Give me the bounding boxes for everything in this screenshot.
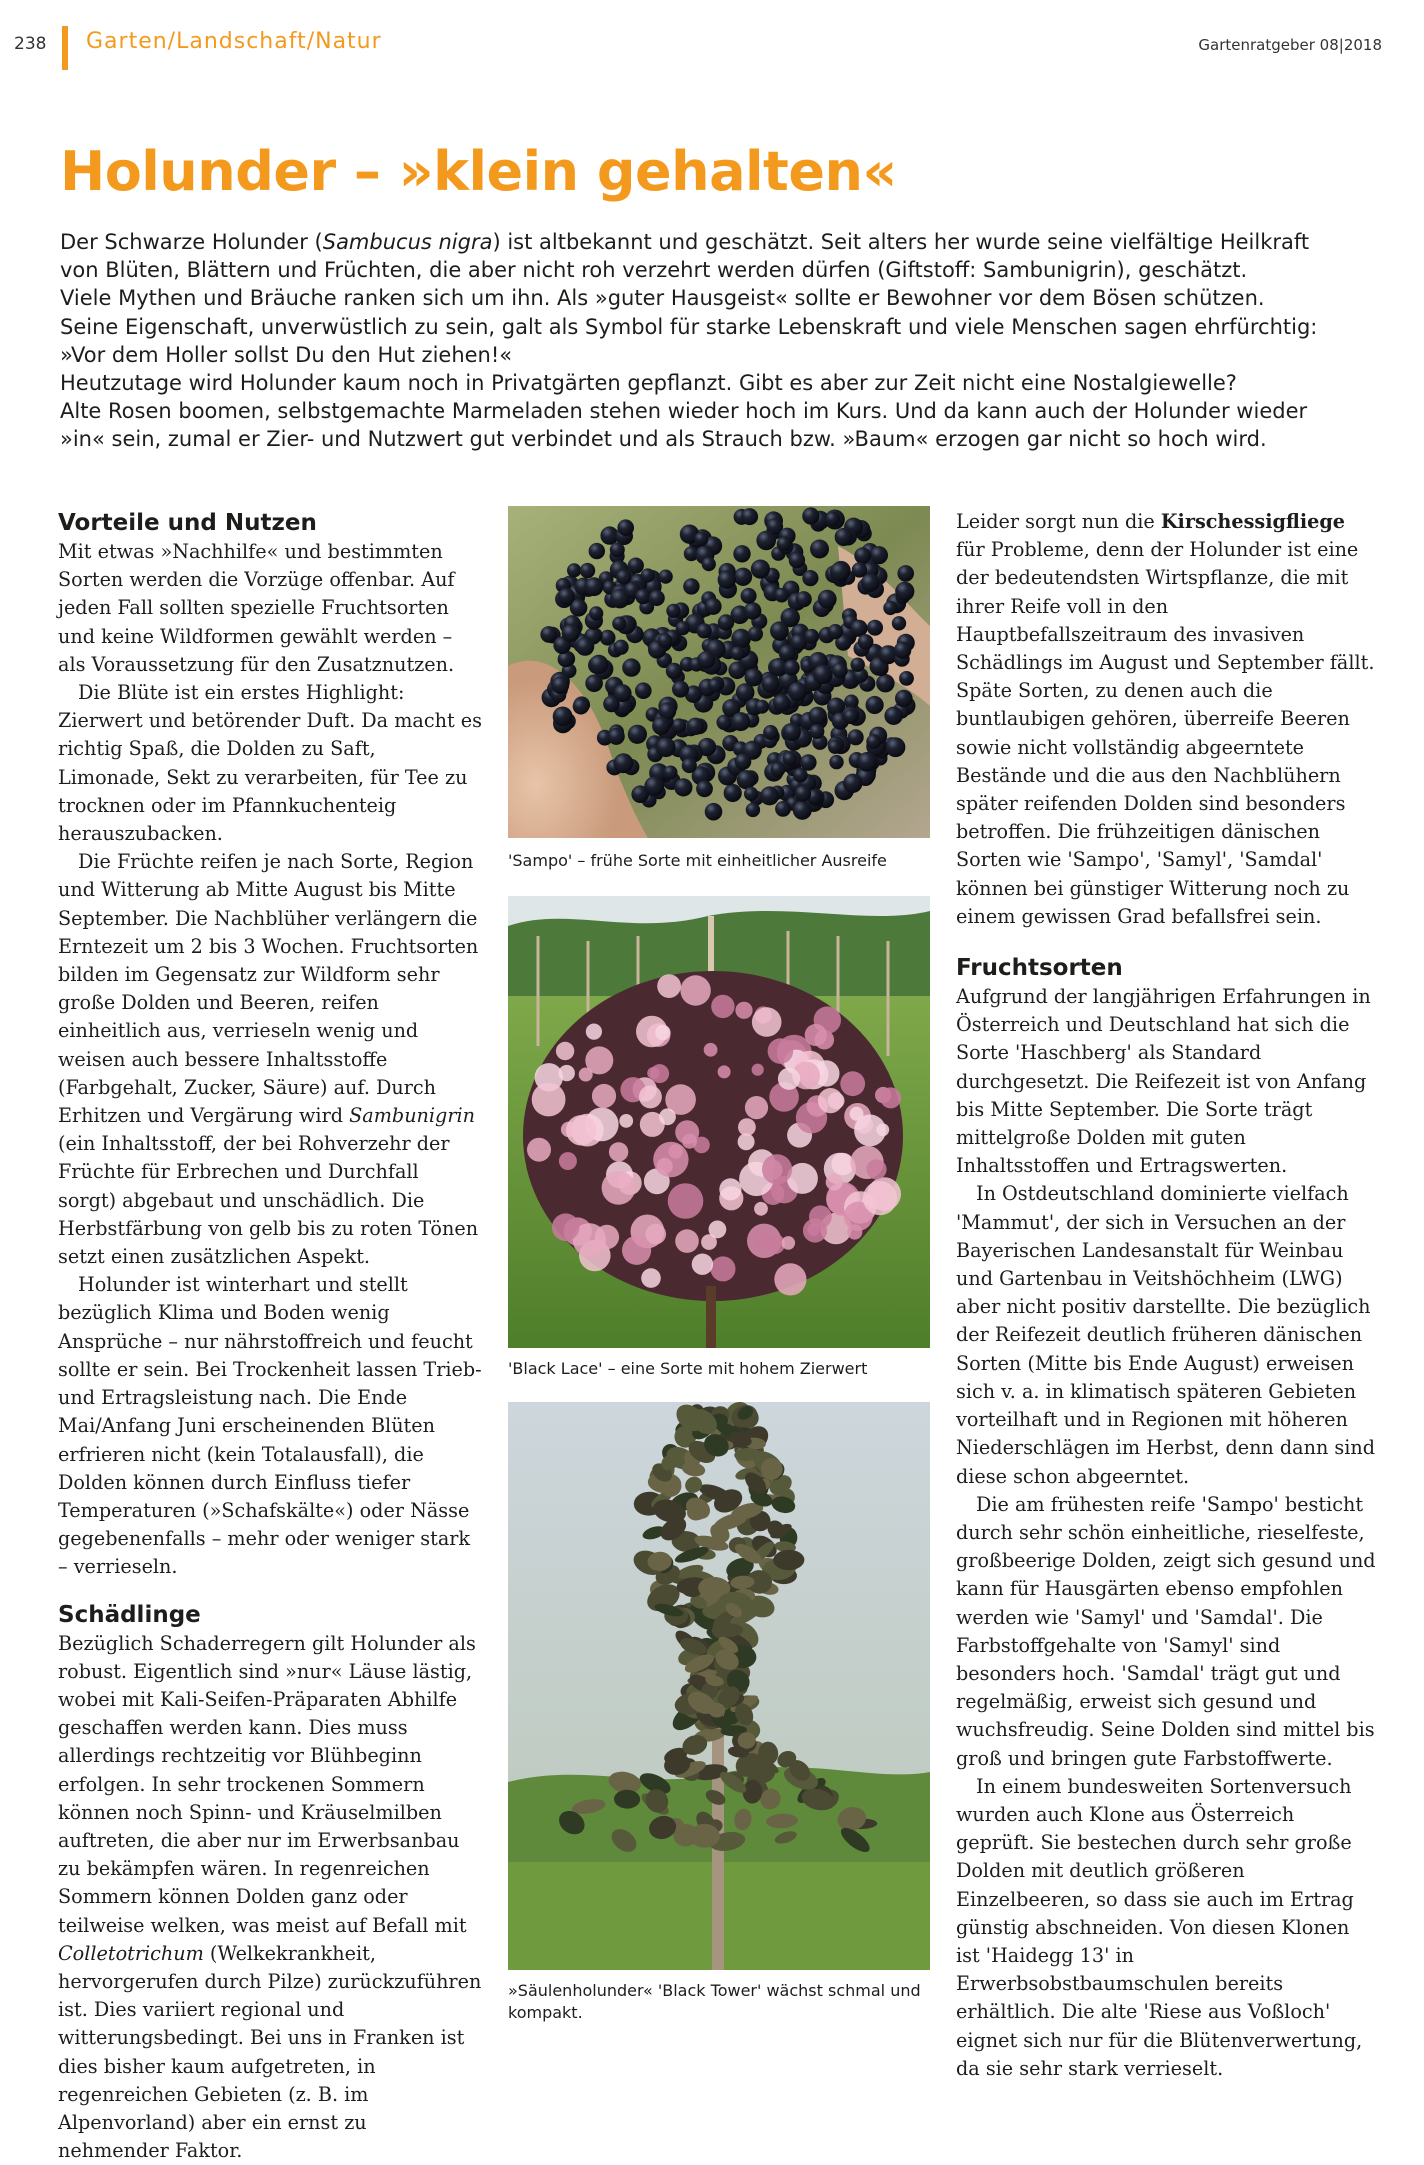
paragraph: In einem bundesweiten Sortenversuch wurden auch Klone aus Österreich geprüft. Sie bestechen durch sehr große Dolden mit deutlich größeren Einzelbeeren, so dass sie auch im Ertrag günstig abschneiden. Von diesen Klonen ist 'Haidegg 13' in Erwerbsobstbaumschulen bereits erhältlich. Die alte 'Riese aus Voßloch' eignet sich nur für die Blütenverwertung, da sie sehr stark verrieselt. [956,1774,1363,2080]
paragraph: Bezüglich Schaderregern gilt Holunder als robust. Eigentlich sind »nur« Läuse lästig, wobei mit Kali-Seifen-Präparaten Abhilfe geschaffen werden kann. Dies muss allerdings rechtzeitig vor Blühbeginn erfolgen. In sehr trockenen Sommern können noch Spinn- und Kräuselmilben auftreten, die aber nur im Erwerbsanbau zu bekämpfen wären. In regenreichen Sommern können Dolden ganz oder teilweise welken, was meist auf Befall mit Colletotrichum (Welkekrankheit, hervorgerufen durch Pilze) zurückzuführen ist. Dies variiert regional und witterungsbedingt. Bei uns in Franken ist dies bisher kaum aufgetreten, in regenreichen Gebieten (z. B. im Alpenvorland) aber ein ernst zu nehmender Faktor. [58,1631,482,2163]
paragraph: Die Früchte reifen je nach Sorte, Region und Witterung ab Mitte August bis Mitte September. Die Nachblüher verlängern die Erntezeit um 2 bis 3 Wochen. Fruchtsorten bilden im Gegensatz zur Wildform sehr große Dolden und Beeren, reifen einheitlich aus, verrieseln wenig und weisen auch bessere Inhaltsstoffe (Farbgehalt, Zucker, Säure) auf. Durch Erhitzen und Vergärung wird Sambunigrin (ein Inhaltsstoff, der bei Rohverzehr der Früchte für Erbrechen und Durchfall sorgt) abgebaut und unschädlich. Die Herbstfärbung von gelb bis zu roten Tönen setzt einen zusätzlichen Aspekt. [58,850,479,1269]
lead-line-5: »Vor dem Holler sollst Du den Hut ziehen!« [60,342,513,367]
latin-name: Sambucus nigra [322,230,493,254]
photo-elderberries [508,506,930,838]
lead-line-7: Alte Rosen boomen, selbstgemachte Marmeladen stehen wieder hoch im Kurs. Und da kann auch der Holunder wieder [60,399,1308,424]
paragraph: In Ostdeutschland dominierte vielfach 'Mammut', der sich in Versuchen an der Bayerischen Landesanstalt für Weinbau und Gartenbau in Veitshöchheim (LWG) aber nicht positiv darstellte. Die bezüglich der Reifezeit deutlich früheren dänischen Sorten (Mitte bis Ende August) erweisen sich v. a. in klimatisch späteren Gebieten vorteilhaft und in Regionen mit höheren Niederschlägen im Herbst, denn dann sind diese schon abgeerntet. [956,1182,1376,1488]
photo-black-tower [508,1402,930,1970]
latin-term: Colletotrichum [58,1941,204,1965]
paragraph: Die am frühesten reife 'Sampo' besticht durch sehr schön einheitliche, rieselfeste, großbeerige Dolden, zeigt sich gesund und kann für Hausgärten ebenso empfohlen werden wie 'Samyl' und 'Samdal'. Die Farbstoffgehalte von 'Samyl' sind besonders hoch. 'Samdal' trägt gut und regelmäßig, erweist sich gesund und wuchsfreudig. Seine Dolden sind mittel bis groß und bringen gute Farbstoffwerte. [956,1492,1376,1770]
article-title: Holunder – »klein gehalten« [60,140,897,203]
paragraph: Die Blüte ist ein erstes Highlight: Zierwert und betörender Duft. Da macht es richtig Spaß, die Dolden zu Saft, Limonade, Sekt zu verarbeiten, für Tee zu trocknen oder im Pfannkuchenteig herauszubacken. [58,681,482,846]
paragraph: Leider sorgt nun die Kirschessigfliege für Probleme, denn der Holunder ist eine der bedeutendsten Wirtspflanze, die mit ihrer Reife voll in den Hauptbefallszeitraum des invasiven Schädlings im August und September fällt. Späte Sorten, zu denen auch die buntlaubigen gehören, überreife Beeren sowie nicht vollständig abgeerntete Bestände und die aus den Nachblühern später reifenden Dolden sind besonders betroffen. Die frühzeitigen dänischen Sorten wie 'Sampo', 'Samyl', 'Samdal' können bei günstiger Witterung noch zu einem gewissen Grad befallsfrei sein. [956,510,1375,928]
caption-black-lace: 'Black Lace' – eine Sorte mit hohem Zierwert [508,1359,868,1378]
photo-black-lace [508,896,930,1348]
lead-line-3: Viele Mythen und Bräuche ranken sich um ihn. Als »guter Hausgeist« sollte er Bewohner vor dem Bösen schützen. [60,286,1265,311]
issue-label: Gartenratgeber 08|2018 [1198,36,1382,54]
heading-schaedlinge: Schädlinge [58,1601,201,1628]
heading-fruchtsorten: Fruchtsorten [956,955,1123,982]
section-title: Garten/Landschaft/Natur [86,29,382,54]
lead-line-6: Heutzutage wird Holunder kaum noch in Privatgärten gepflanzt. Gibt es aber zur Zeit nicht eine Nostalgiewelle? [60,371,1237,396]
lead-paragraph [60,228,1370,454]
latin-term: Sambunigrin [349,1104,476,1128]
lead-line-8: »in« sein, zumal er Zier- und Nutzwert gut verbindet und als Strauch bzw. »Baum« erzogen gar nicht so hoch wird. [60,427,1267,452]
lead-line-1: Der Schwarze Holunder (Sambucus nigra) ist altbekannt und geschätzt. Seit alters her wurde seine vielfältige Heilkraft [60,230,1310,254]
highlight-term: Kirschessigfliege [1160,510,1345,533]
page-header [0,26,1424,70]
lead-line-4: Seine Eigenschaft, unverwüstlich zu sein, galt als Symbol für starke Lebenskraft und viele Menschen sagen ehrfürchtig: [60,314,1318,339]
column-left [58,508,482,2165]
paragraph: Holunder ist winterhart und stellt bezüglich Klima und Boden wenig Ansprüche – nur nährstoffreich und feucht sollte er sein. Bei Trockenheit lassen Trieb- und Ertragsleistung nach. Die Ende Mai/Anfang Juni erscheinenden Blüten erfrieren nicht (kein Totalausfall), die Dolden können durch Einfluss tiefer Temperaturen (»Schafskälte«) oder Nässe gegebenenfalls – mehr oder weniger stark – verrieseln. [58,1273,482,1579]
column-right [956,508,1376,2083]
paragraph: Aufgrund der langjährigen Erfahrungen in Österreich und Deutschland hat sich die Sorte 'Haschberg' als Standard durchgesetzt. Die Reifezeit ist von Anfang bis Mitte September. Die Sorte trägt mittelgroße Dolden mit guten Inhaltsstoffen und Ertragswerten. [956,985,1371,1178]
header-accent-bar [62,26,68,70]
page-number: 238 [14,34,47,54]
paragraph: Mit etwas »Nachhilfe« und bestimmten Sorten werden die Vorzüge offenbar. Auf jeden Fall sollten spezielle Fruchtsorten und keine Wildformen gewählt werden – als Voraussetzung für den Zusatznutzen. [58,540,455,676]
caption-black-tower: »Säulenholunder« 'Black Tower' wächst schmal und kompakt. [508,1981,921,2022]
heading-vorteile: Vorteile und Nutzen [58,510,317,536]
lead-line-2: von Blüten, Blättern und Früchten, die aber nicht roh verzehrt werden dürfen (Giftstoff: Sambunigrin), geschätzt. [60,258,1248,283]
caption-sampo: 'Sampo' – frühe Sorte mit einheitlicher Ausreife [508,851,887,870]
